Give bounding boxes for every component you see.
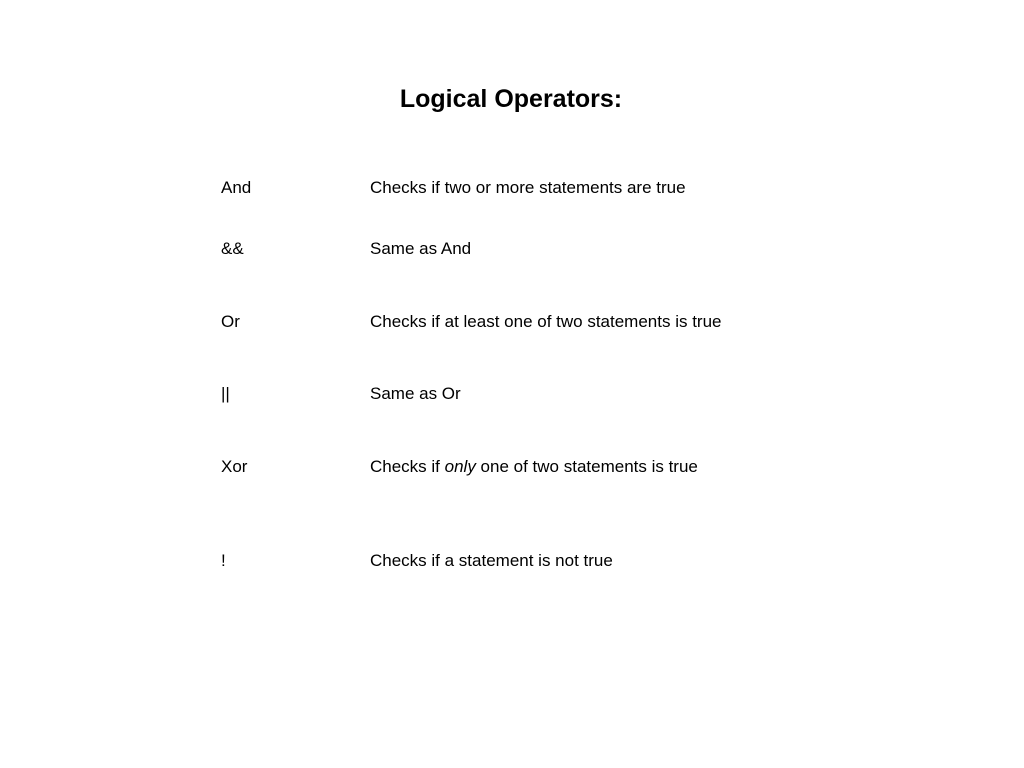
slide-title: Logical Operators:: [399, 85, 623, 113]
description-text-after: one of two statements is true: [475, 457, 698, 476]
operator-row-xor: [221, 456, 781, 478]
description-emphasis: only: [444, 457, 476, 476]
operator-row-not: [221, 550, 781, 572]
operator-description: Same as And: [370, 239, 472, 258]
operator-name: &&: [221, 239, 244, 258]
operator-description: Same as Or: [370, 384, 461, 403]
operator-description: Checks if two or more statements are true: [370, 178, 686, 197]
operator-description: Checks if at least one of two statements is true: [370, 311, 722, 331]
operator-description: [370, 456, 750, 478]
operator-name: Xor: [221, 457, 248, 476]
operator-row-or: [221, 299, 781, 344]
operator-name: !: [221, 551, 226, 570]
operator-name: And: [221, 178, 252, 197]
operator-row-double-pipe: [221, 383, 781, 405]
description-text-before: Checks if: [370, 457, 445, 476]
operator-name: Or: [221, 311, 240, 331]
operator-description: Checks if a statement is not true: [370, 551, 613, 570]
operator-row-double-ampersand: [221, 238, 781, 260]
operator-row-and: [221, 177, 781, 199]
operator-name: ||: [221, 384, 230, 403]
